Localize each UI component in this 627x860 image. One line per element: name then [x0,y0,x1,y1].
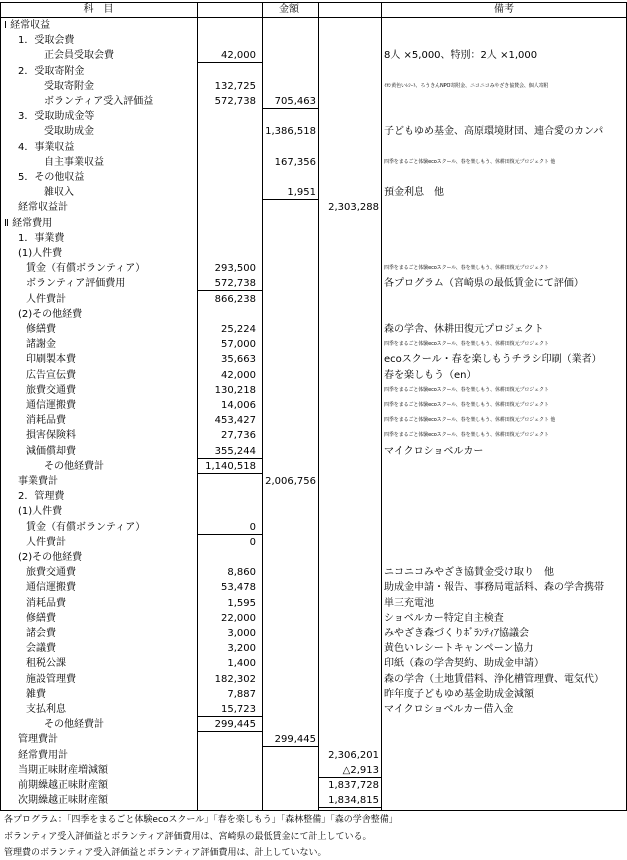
amount-detail: 572,738 [214,96,256,107]
row-label: ボランティア受入評価益 [44,96,154,107]
amount-detail: 182,302 [214,673,256,685]
footnote-1: 各プログラム：「四季をまるごと体験ecoスクール」「春を楽しもう」「森林整備」「森の学舎整備」 [4,815,398,825]
amount-detail: 3,000 [227,628,256,639]
row-label: 諸謝金 [26,339,56,351]
remark: 四季をまるごと体験ecoスクール、春を楽しもう、休耕田復元プロジェクト [384,432,549,439]
amount-subtotal: 1,951 [287,187,316,199]
amount-subtotal: 299,445 [274,734,316,746]
row-label: 減価償却費 [26,445,76,457]
row-label: 次期繰越正味財産額 [18,795,108,807]
row-label: 受取助成金 [44,126,94,138]
row-label: 旅費交通費 [26,567,76,579]
amount-detail: 0 [249,521,256,533]
remark: 印紙（森の学舎契約、助成金申請） [384,658,544,670]
subtotal-rule [197,290,262,291]
column-rule [262,2,263,810]
remark: 助成金申請・報告、事務局電話料、森の学舎携帯 [384,582,604,594]
amount-total: △2,913 [342,764,379,776]
row-label: 5．その他収益 [18,172,85,183]
table-top-rule [0,2,627,3]
row-label: 修繕費 [26,324,56,335]
amount-detail: 453,427 [214,415,256,427]
row-label: 人件費計 [26,536,66,548]
row-label: 3．受取助成金等 [18,111,95,123]
column-rule [0,2,1,810]
row-label: 支払利息 [26,704,66,715]
remark: マイクロショベルカー借入金 [384,704,514,715]
subtotal-rule [262,746,318,747]
amount-subtotal: 705,463 [274,96,316,107]
row-label: 諸会費 [26,628,56,639]
row-label: ボランティア評価費用 [26,278,126,290]
row-label: 施設管理費 [26,673,76,685]
amount-detail: 57,000 [221,339,256,351]
amount-detail: 0 [249,536,256,548]
row-label: 会議費 [26,643,56,655]
amount-detail: 22,000 [221,612,256,624]
remark: ショベルカー特定自主検査 [384,612,504,624]
remark: 子どもゆめ基金、高原環境財団、連合愛のカンパ [384,126,604,138]
amount-detail: 866,238 [214,293,256,305]
remark: 四季をまるごと体験ecoスクール、春を楽しもう、休耕田復元プロジェクト [384,341,549,348]
remark: 預金利息 他 [384,187,444,199]
amount-total: 1,837,728 [328,780,379,791]
remark: みやざき森づくりﾎﾞﾗﾝﾃｨｱ協議会 [384,628,529,639]
row-label: 1．受取会費 [18,35,75,47]
subtotal-rule [197,473,262,474]
row-label: (1)人件費 [18,248,63,259]
amount-detail: 355,244 [214,445,256,457]
header-subject: 科 目 [83,4,114,15]
row-label: Ⅰ 経常収益 [4,20,51,31]
remark: 黄色いレシートキャンペーン協力 [384,643,534,655]
subtotal-rule [197,716,262,717]
remark: 8人 ×5,000、特別：2人 ×1,000 [384,50,538,62]
amount-total: 1,834,815 [328,795,379,807]
header-rule [0,17,627,18]
remark: 森の学舎（土地賃借料、浄化槽管理費、電気代） [384,673,604,685]
row-label: 4．事業収益 [18,141,75,153]
amount-detail: 14,006 [221,400,256,411]
header-amount: 金額 [279,4,299,15]
row-label: 消耗品費 [26,597,66,609]
amount-detail: 15,723 [221,704,256,715]
row-label: その他経費計 [44,460,104,472]
remark: 四季をまるごと体験ecoスクール、春を楽しもう、休耕田復元プロジェクト [384,402,549,408]
row-label: 通信運搬費 [26,400,76,411]
amount-detail: 3,200 [227,643,256,655]
remark: 昨年度子どもゆめ基金助成金減額 [384,688,534,700]
row-label: 経常費用計 [18,749,68,761]
remark: マイクロショベルカー [384,445,484,457]
amount-detail: 1,400 [227,658,256,670]
amount-detail: 27,736 [221,430,256,442]
remark: 四季をまるごと体験ecoスクール、春を楽しもう、休耕田復元プロジェクト [384,386,549,393]
row-label: 当期正味財産増減額 [18,764,108,776]
row-label: 損害保険料 [26,430,76,442]
remark: 森の学舎、休耕田復元プロジェクト [384,324,544,335]
amount-detail: 8,860 [227,567,256,579]
amount-detail: 42,000 [221,50,256,62]
column-rule [318,2,319,810]
column-rule [381,2,382,810]
row-label: 広告宣伝費 [26,369,76,381]
row-label: 人件費計 [26,293,66,305]
row-label: 2．受取寄附金 [18,65,85,77]
amount-detail: 130,218 [214,384,256,396]
remark: 四季をまるごと体験ecoスクール、春を楽しもう、休耕田復元プロジェクト 他 [384,417,556,424]
header-remarks: 備考 [494,4,514,15]
column-rule [197,2,198,810]
row-label: 賃金（有償ボランティア） [26,263,146,275]
subtotal-rule [197,534,262,535]
row-label: (2)その他経費 [18,308,83,320]
row-label: 旅費交通費 [26,384,76,396]
table-bottom-rule [0,810,627,811]
row-label: 租税公課 [26,658,66,670]
subtotal-rule [262,199,318,200]
amount-detail: 299,445 [214,719,256,731]
row-label: 事業費計 [18,476,58,487]
amount-subtotal: 167,356 [274,156,316,168]
subtotal-rule [318,807,381,808]
remark: 各プログラム（宮崎県の最低賃金にて評価） [384,278,584,290]
amount-detail: 42,000 [221,369,256,381]
row-label: 正会員受取会費 [44,50,114,62]
row-label: 2．管理費 [18,491,65,503]
row-label: 1．事業費 [18,232,65,244]
row-label: (1)人件費 [18,506,63,518]
subtotal-rule [197,62,262,63]
amount-subtotal: 1,386,518 [265,126,316,138]
row-label: 消耗品費 [26,415,66,427]
remark: 単三充電池 [384,597,434,609]
row-label: Ⅱ 経常費用 [4,217,53,229]
remark: 四季をまるごと体験ecoスクール、春を楽しもう、休耕田復元プロジェクト 他 [384,158,556,165]
row-label: 管理費計 [18,734,58,746]
amount-detail: 1,595 [227,597,256,609]
subtotal-rule [197,458,262,459]
row-label: 通信運搬費 [26,582,76,594]
amount-detail: 53,478 [221,582,256,594]
row-label: 修繕費 [26,612,56,624]
amount-detail: 293,500 [214,263,256,275]
amount-total: 2,303,288 [328,202,379,214]
row-label: 賃金（有償ボランティア） [26,521,146,533]
remark: 四季をまるごと体験ecoスクール、春を楽しもう、休耕田復元プロジェクト [384,265,549,272]
amount-detail: 572,738 [214,278,256,290]
row-label: 自主事業収益 [44,156,104,168]
amount-detail: 25,224 [221,324,256,335]
row-label: 印刷製本費 [26,354,76,366]
amount-detail: 7,887 [227,688,256,700]
remark: 春を楽しもう（en） [384,369,477,381]
row-label: 雑費 [26,688,46,700]
remark: ｲｵﾝ黄色いﾚｼｰﾄ、ろうきんNPO寄附金、ニコニコみやざき協賛会、個人寄附 [384,82,549,89]
row-label: その他経費計 [44,719,104,731]
row-label: 経常収益計 [18,202,68,214]
row-label: 前期繰越正味財産額 [18,780,108,791]
footnote-3: 管理費のボランティア受入評価益とボランティア評価費用は、計上していない。 [4,848,327,858]
amount-subtotal: 2,006,756 [265,476,316,487]
footnote-2: ボランティア受入評価益とボランティア評価費用は、宮崎県の最低賃金にて計上している。 [4,832,372,842]
remark: ecoスクール・春を楽しもうチラシ印刷（業者） [384,354,602,366]
amount-detail: 35,663 [221,354,256,366]
remark: ニコニコみやざき協賛金受け取り 他 [384,567,554,579]
row-label: 受取寄附金 [44,80,94,92]
amount-detail: 1,140,518 [205,460,256,472]
amount-total: 2,306,201 [328,749,379,761]
amount-detail: 132,725 [214,80,256,92]
subtotal-rule [262,108,318,109]
subtotal-rule [318,777,381,778]
row-label: 雑収入 [44,187,74,199]
row-label: (2)その他経費 [18,552,83,563]
subtotal-rule [197,731,262,732]
